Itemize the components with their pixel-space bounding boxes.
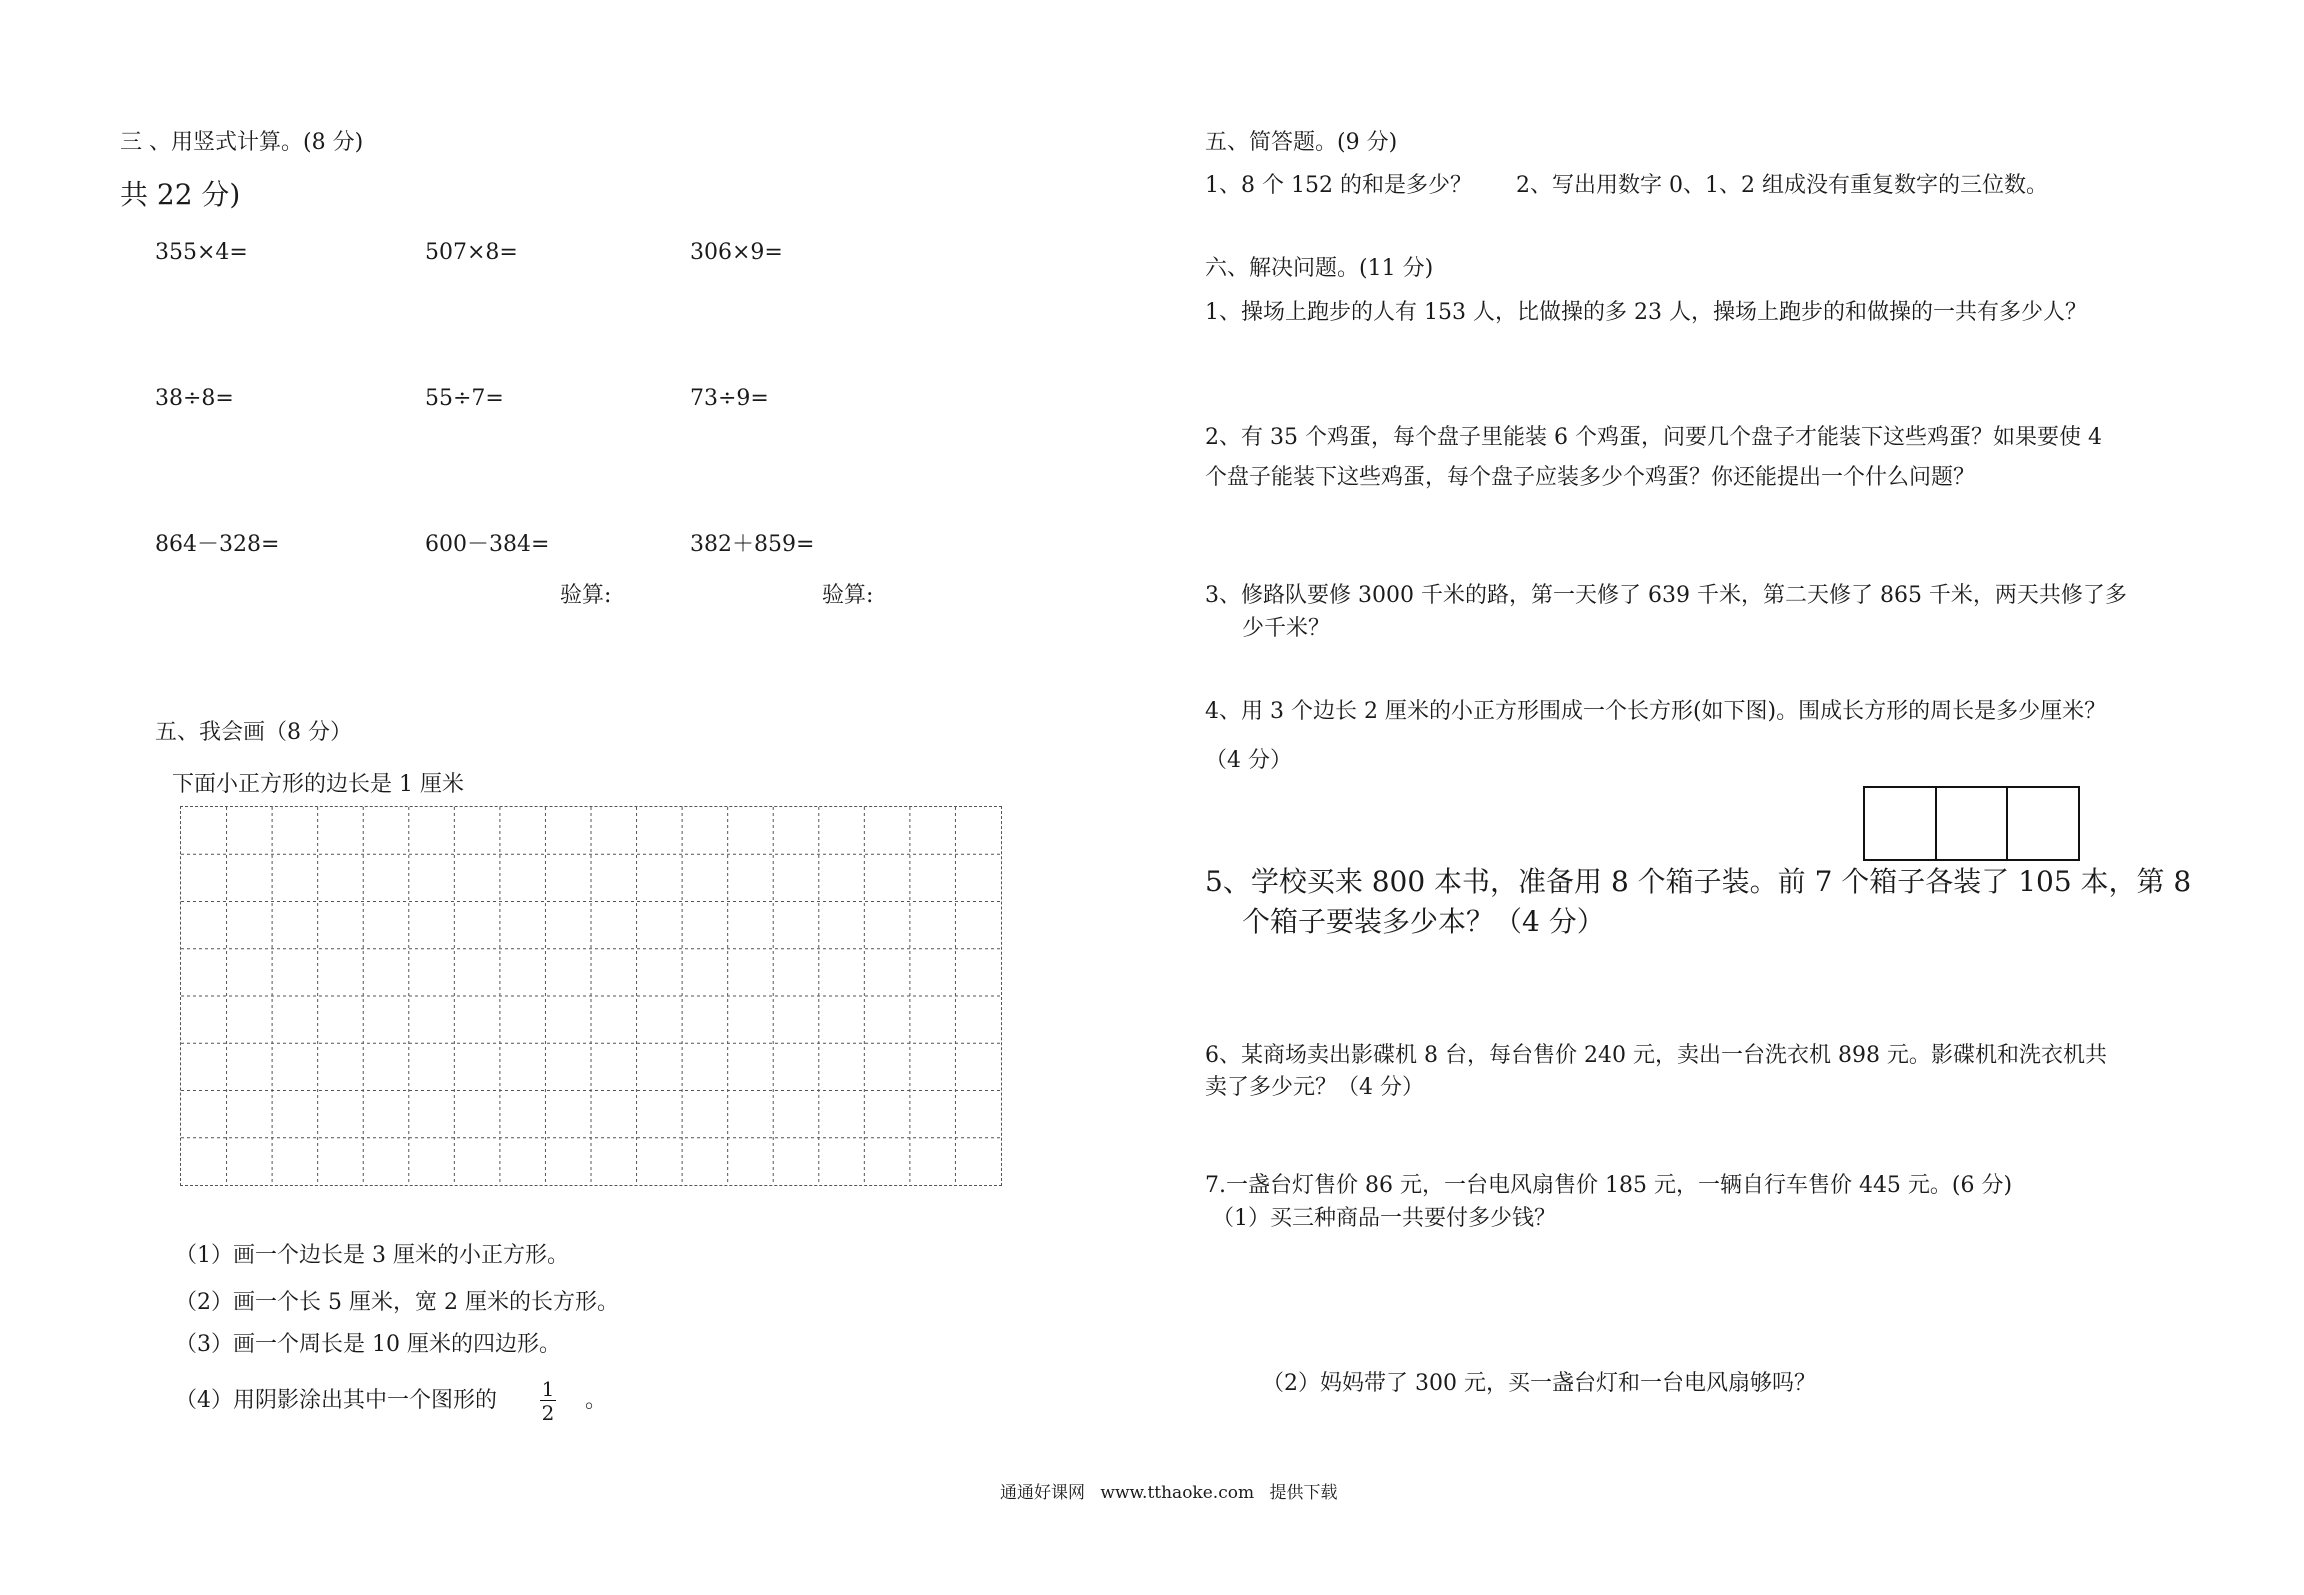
problem-4-points: （4 分）	[1205, 748, 1292, 773]
grid-caption: 下面小正方形的边长是 1 厘米	[172, 772, 464, 797]
calc-item: 73÷9=	[690, 386, 769, 411]
problem-4-line1: 4、用 3 个边长 2 厘米的小正方形围成一个长方形(如下图)。围成长方形的周长是多少厘米？	[1205, 699, 2107, 724]
draw-item: （1）画一个边长是 3 厘米的小正方形。	[175, 1243, 569, 1268]
draw-item: （4）用阴影涂出其中一个图形的	[175, 1388, 497, 1413]
problem-3-line1: 3、修路队要修 3000 千米的路，第一天修了 639 千米，第二天修了 865 千米，两天共修了多	[1205, 583, 2127, 608]
footer-site: 通通好课网	[1000, 1483, 1085, 1503]
footer-provide: 提供下载	[1269, 1483, 1338, 1503]
problem-6-line2: 卖了多少元？（4 分）	[1205, 1075, 1424, 1100]
problem-6-line1: 6、某商场卖出影碟机 8 台，每台售价 240 元，卖出一台洗衣机 898 元。影碟机和洗衣机共	[1205, 1043, 2107, 1068]
footer-url[interactable]: www.tthaoke.com	[1100, 1483, 1255, 1503]
fraction	[540, 1378, 556, 1425]
section3-subnote: 共 22 分)	[120, 178, 241, 211]
check-label: 验算:	[822, 583, 874, 608]
drawing-grid	[180, 806, 1002, 1186]
problem-5-line2: 个箱子要装多少本？（4 分）	[1242, 905, 1605, 938]
square-cell	[2008, 788, 2078, 859]
calc-item: 507×8=	[425, 240, 518, 265]
problem-3-line2: 少千米？	[1242, 616, 1331, 641]
draw-item-end: 。	[585, 1388, 608, 1413]
problem-2-line2: 个盘子能装下这些鸡蛋，每个盘子应装多少个鸡蛋？你还能提出一个什么问题？	[1205, 465, 1976, 490]
page-footer	[1000, 1478, 1347, 1503]
calc-item: 55÷7=	[425, 386, 504, 411]
fraction-numerator: 1	[541, 1377, 555, 1401]
calc-item: 600－384=	[425, 532, 550, 557]
section5-qa-title: 五、简答题。(9 分)	[1205, 130, 1398, 155]
problem-2-line1: 2、有 35 个鸡蛋，每个盘子里能装 6 个鸡蛋，问要几个盘子才能装下这些鸡蛋？如果要使 4	[1205, 425, 2102, 450]
square-cell	[1865, 788, 1937, 859]
calc-item: 355×4=	[155, 240, 248, 265]
problem-7-sub2: （2）妈妈带了 300 元，买一盏台灯和一台电风扇够吗？	[1262, 1371, 1816, 1396]
section5-draw-title: 五、我会画（8 分）	[155, 720, 352, 745]
section5-questions: 1、8 个 152 的和是多少？ 2、写出用数字 0、1、2 组成没有重复数字的三位数。	[1205, 173, 2048, 198]
calc-item: 306×9=	[690, 240, 783, 265]
calc-item: 382＋859=	[690, 532, 815, 557]
fraction-denominator: 2	[541, 1401, 555, 1425]
problem-5-line1: 5、学校买来 800 本书，准备用 8 个箱子装。前 7 个箱子各装了 105 本，第 8	[1205, 865, 2192, 898]
draw-item: （2）画一个长 5 厘米，宽 2 厘米的长方形。	[175, 1290, 619, 1315]
calc-item: 864－328=	[155, 532, 280, 557]
calc-item: 38÷8=	[155, 386, 234, 411]
section6-title: 六、解决问题。(11 分)	[1205, 256, 1434, 281]
square-cell	[1937, 788, 2009, 859]
problem-7-sub1: （1）买三种商品一共要付多少钱？	[1212, 1206, 1556, 1231]
grid-lines	[181, 807, 1001, 1185]
three-squares-figure	[1863, 786, 2080, 861]
draw-item: （3）画一个周长是 10 厘米的四边形。	[175, 1332, 561, 1357]
problem-7-line1: 7.一盏台灯售价 86 元，一台电风扇售价 185 元，一辆自行车售价 445 元。(6 分)	[1205, 1173, 2013, 1198]
section3-title: 三 、用竖式计算。(8 分)	[120, 130, 364, 155]
problem-1: 1、操场上跑步的人有 153 人，比做操的多 23 人，操场上跑步的和做操的一共有多少人？	[1205, 300, 2087, 325]
check-label: 验算:	[560, 583, 612, 608]
